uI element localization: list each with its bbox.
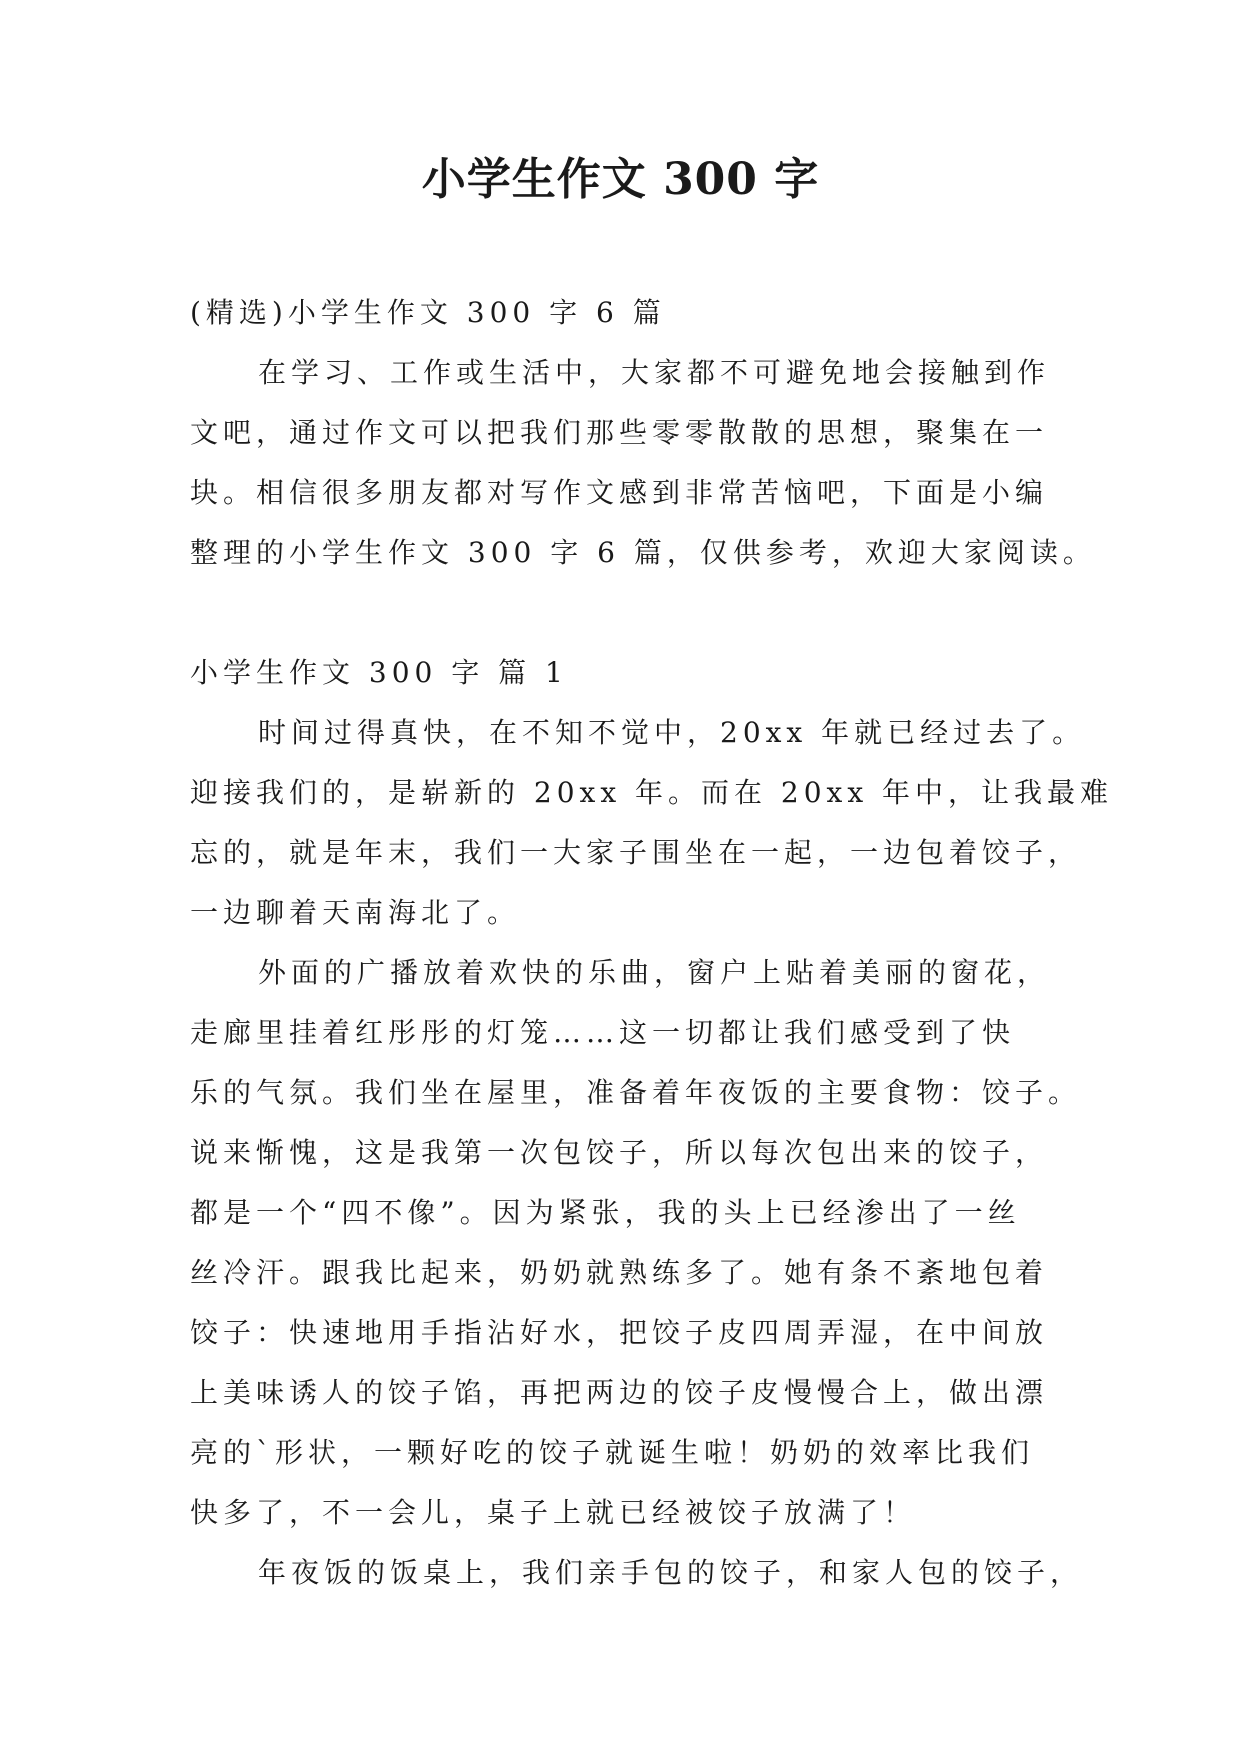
document-title: 小学生作文 300 字 bbox=[421, 154, 820, 205]
paragraph-line: 文吧，通过作文可以把我们那些零零散散的思想，聚集在一 bbox=[190, 416, 1049, 449]
paragraph-line: 快多了，不一会儿，桌子上就已经被饺子放满了！ bbox=[190, 1496, 917, 1529]
paragraph-line: 丝冷汗。跟我比起来，奶奶就熟练多了。她有条不紊地包着 bbox=[190, 1256, 1049, 1289]
document-body bbox=[190, 283, 1114, 1603]
paragraph-line: 时间过得真快，在不知不觉中，20xx 年就已经过去了。 bbox=[258, 716, 1086, 749]
paragraph-line: 饺子：快速地用手指沾好水，把饺子皮四周弄湿，在中间放 bbox=[190, 1316, 1049, 1349]
paragraph-line: 说来惭愧，这是我第一次包饺子，所以每次包出来的饺子， bbox=[190, 1136, 1049, 1169]
paragraph-line: 一边聊着天南海北了。 bbox=[190, 896, 521, 929]
paragraph-line: 整理的小学生作文 300 字 6 篇，仅供参考，欢迎大家阅读。 bbox=[190, 536, 1096, 569]
paragraph-line: 外面的广播放着欢快的乐曲，窗户上贴着美丽的窗花， bbox=[258, 956, 1051, 989]
paragraph-line: 都是一个“四不像”。因为紧张，我的头上已经渗出了一丝 bbox=[190, 1196, 1021, 1229]
paragraph-line: 块。相信很多朋友都对写作文感到非常苦恼吧，下面是小编 bbox=[190, 476, 1049, 509]
paragraph-line: 在学习、工作或生活中，大家都不可避免地会接触到作 bbox=[258, 356, 1051, 389]
paragraph-line: 忘的，就是年末，我们一大家子围坐在一起，一边包着饺子， bbox=[190, 836, 1082, 869]
paragraph-line: 亮的`形状，一颗好吃的饺子就诞生啦！奶奶的效率比我们 bbox=[190, 1436, 1035, 1469]
paragraph-line: 年夜饭的饭桌上，我们亲手包的饺子，和家人包的饺子， bbox=[258, 1556, 1084, 1589]
subtitle-line: (精选)小学生作文 300 字 6 篇 bbox=[190, 296, 666, 329]
paragraph-line: 乐的气氛。我们坐在屋里，准备着年夜饭的主要食物：饺子。 bbox=[190, 1076, 1082, 1109]
paragraph-line: 迎接我们的，是崭新的 20xx 年。而在 20xx 年中，让我最难 bbox=[190, 776, 1114, 809]
paragraph-line: 走廊里挂着红彤彤的灯笼……这一切都让我们感受到了快 bbox=[190, 1016, 1016, 1049]
paragraph-line: 上美味诱人的饺子馅，再把两边的饺子皮慢慢合上，做出漂 bbox=[190, 1376, 1049, 1409]
paragraph-spacer bbox=[190, 583, 1070, 643]
section-heading: 小学生作文 300 字 篇 1 bbox=[190, 656, 568, 689]
